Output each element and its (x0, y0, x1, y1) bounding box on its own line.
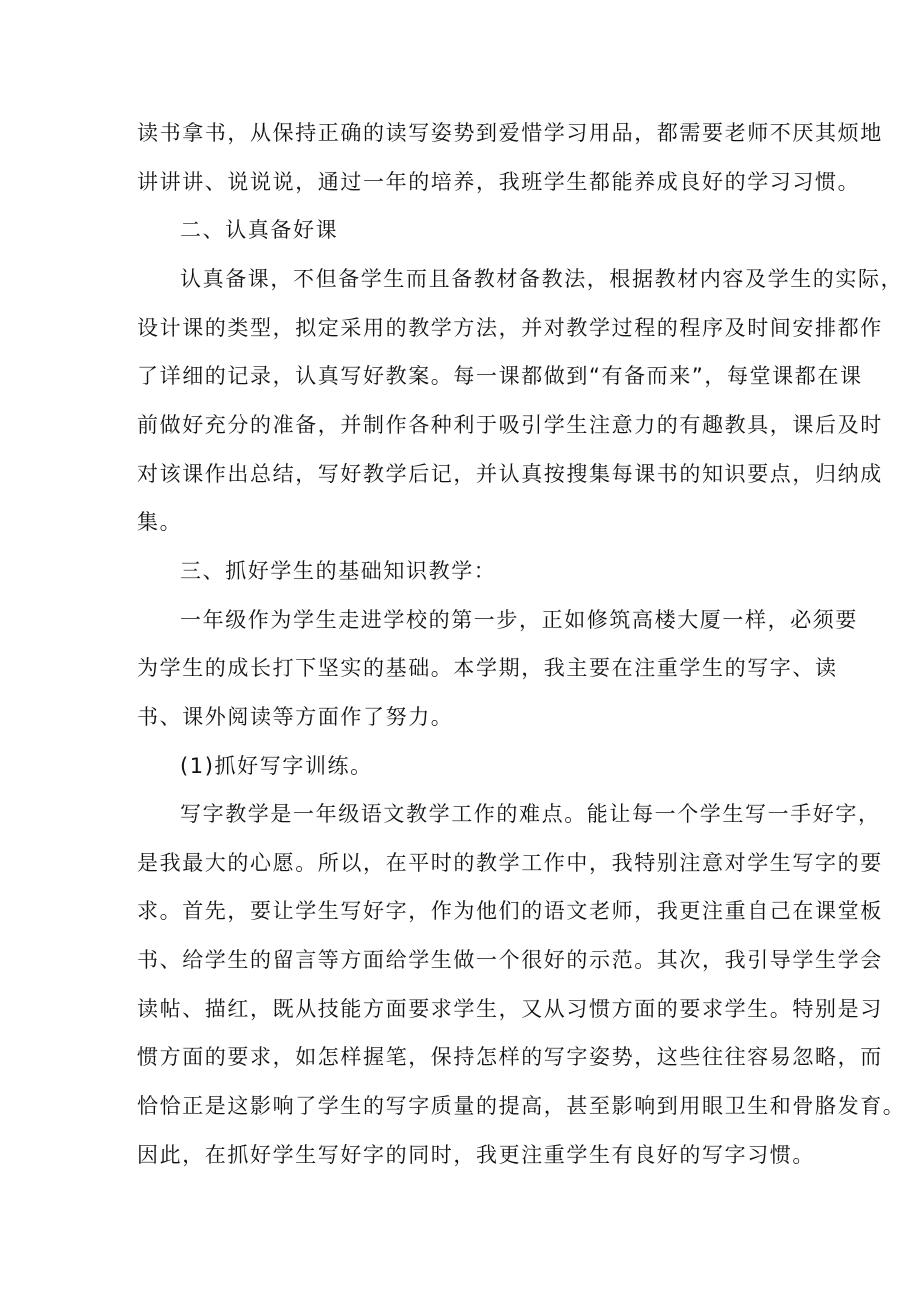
text-line: 读书拿书，从保持正确的读写姿势到爱惜学习用品，都需要老师不厌其烦地 (137, 121, 883, 145)
text-line: 讲讲讲、说说说，通过一年的培养，我班学生都能养成良好的学习习惯。 (137, 170, 861, 194)
text-line: 读帖、描红，既从技能方面要求学生，又从习惯方面的要求学生。特别是习 (137, 997, 883, 1021)
text-line: 对该课作出总结，写好教学后记，并认真按搜集每课书的知识要点，归纳成 (137, 462, 883, 486)
section-heading: 三、抓好学生的基础知识教学： (180, 559, 497, 583)
text-line: 为学生的成长打下坚实的基础。本学期，我主要在注重学生的写字、读 (137, 656, 838, 680)
text-line: 是我最大的心愿。所以，在平时的教学工作中，我特别注意对学生写字的要 (137, 851, 883, 875)
text-line: 了详细的记录，认真写好教案。每一课都做到“有备而来”，每堂课都在课 (137, 364, 863, 388)
text-line: 恰恰正是这影响了学生的写字质量的提高，甚至影响到用眼卫生和骨胳发育。 (137, 1094, 906, 1118)
text-line: 求。首先，要让学生写好字，作为他们的语文老师，我更注重自己在课堂板 (137, 899, 883, 923)
text-line: 认真备课，不但备学生而且备教材备教法，根据教材内容及学生的实际， (180, 267, 904, 291)
text-line: 集。 (137, 510, 183, 534)
text-line: 书、课外阅读等方面作了努力。 (137, 705, 454, 729)
text-line: 惯方面的要求，如怎样握笔，保持怎样的写字姿势，这些往往容易忽略，而 (137, 1045, 883, 1069)
text-line: 前做好充分的准备，并制作各种利于吸引学生注意力的有趣教具，课后及时 (137, 413, 883, 437)
text-line: 设计课的类型，拟定采用的教学方法，并对教学过程的程序及时间安排都作 (137, 316, 883, 340)
section-heading: 二、认真备好课 (180, 218, 339, 242)
subsection-heading: (1)抓好写字训练。 (180, 754, 373, 778)
text-line: 一年级作为学生走进学校的第一步，正如修筑高楼大厦一样，必须要 (180, 608, 858, 632)
text-line: 因此，在抓好学生写好字的同时，我更注重学生有良好的写字习惯。 (137, 1143, 815, 1167)
text-line: 书、给学生的留言等方面给学生做一个很好的示范。其次，我引导学生学会 (137, 948, 883, 972)
text-line: 写字教学是一年级语文教学工作的难点。能让每一个学生写一手好字， (180, 802, 881, 826)
